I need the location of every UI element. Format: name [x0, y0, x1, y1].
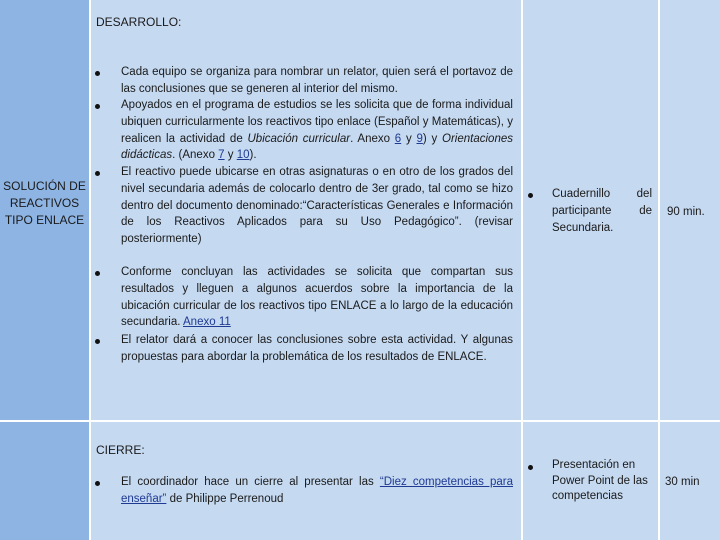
bullet-text: El reactivo puede ubicarse en otras asignaturas o en otro de los grados del nivel secundaria además de colocarlo dentro de 3er grado, tal como se hizo dentro del documento denominado:“Características Generales e Información de los Reactivos Aplicados para su Uso Pedagógico”. (revisar posteriormente) — [121, 166, 514, 246]
bullet-text: El relator dará a conocer las conclusiones sobre esta actividad. Y algunas propuestas para abordar la problemática de los resultados de ENLACE. — [121, 334, 513, 363]
bullet-dot — [528, 465, 533, 470]
bullet-dot — [95, 104, 100, 109]
bullet-dot — [528, 193, 533, 198]
bullet-text: Cada equipo se organiza para nombrar un relator, quien será el portavoz de las conclusiones que se generen al interior del mismo. — [121, 66, 513, 95]
annex-link[interactable]: 6 — [394, 132, 402, 145]
bullet-dot — [95, 481, 100, 486]
duration-text: 90 min. — [667, 206, 705, 218]
activity-cell — [0, 422, 89, 540]
activity-name: SOLUCIÓN DE REACTIVOS TIPO ENLACE — [3, 179, 86, 227]
material-text: Cuadernillo del participante de Secundaria. — [552, 188, 652, 234]
bullet-dot — [95, 171, 100, 176]
reading-link[interactable]: “Diez competencias para enseñar” — [121, 476, 513, 505]
bullet-text: El coordinador hace un cierre al presentar las “Diez competencias para enseñar” de Philippe Perrenoud — [121, 476, 513, 505]
bullet-dot — [95, 71, 100, 76]
bullet-text: Apoyados en el programa de estudios se les solicita que de forma individual ubiquen curricularmente los reactivos tipo enlace (Español y Matemáticas), y realicen la actividad de Ubicación curricular. Anexo 6 y 9) y Orientaciones didácticas. (Anexo 7 y 10). — [121, 99, 513, 162]
material-text: Presentación en Power Point de las competencias — [552, 459, 648, 502]
bullet-dot — [95, 339, 100, 344]
bullet-text: Conforme concluyan las actividades se solicita que compartan sus resultados y lleguen a algunos acuerdos sobre la importancia de la ubicación curricular de los reactivos tipo ENLACE a lo largo de la educación secundaria. Anexo 11 — [121, 266, 513, 329]
section-title: DESARROLLO: — [96, 15, 182, 29]
duration-text: 30 min — [665, 476, 700, 488]
annex-link[interactable]: 10 — [236, 149, 250, 162]
annex-link[interactable]: 9 — [416, 132, 423, 145]
annex-link[interactable]: 7 — [218, 149, 225, 162]
bullet-dot — [95, 271, 100, 276]
section-title: CIERRE: — [96, 443, 145, 457]
annex-link[interactable]: Anexo 11 — [183, 316, 231, 329]
